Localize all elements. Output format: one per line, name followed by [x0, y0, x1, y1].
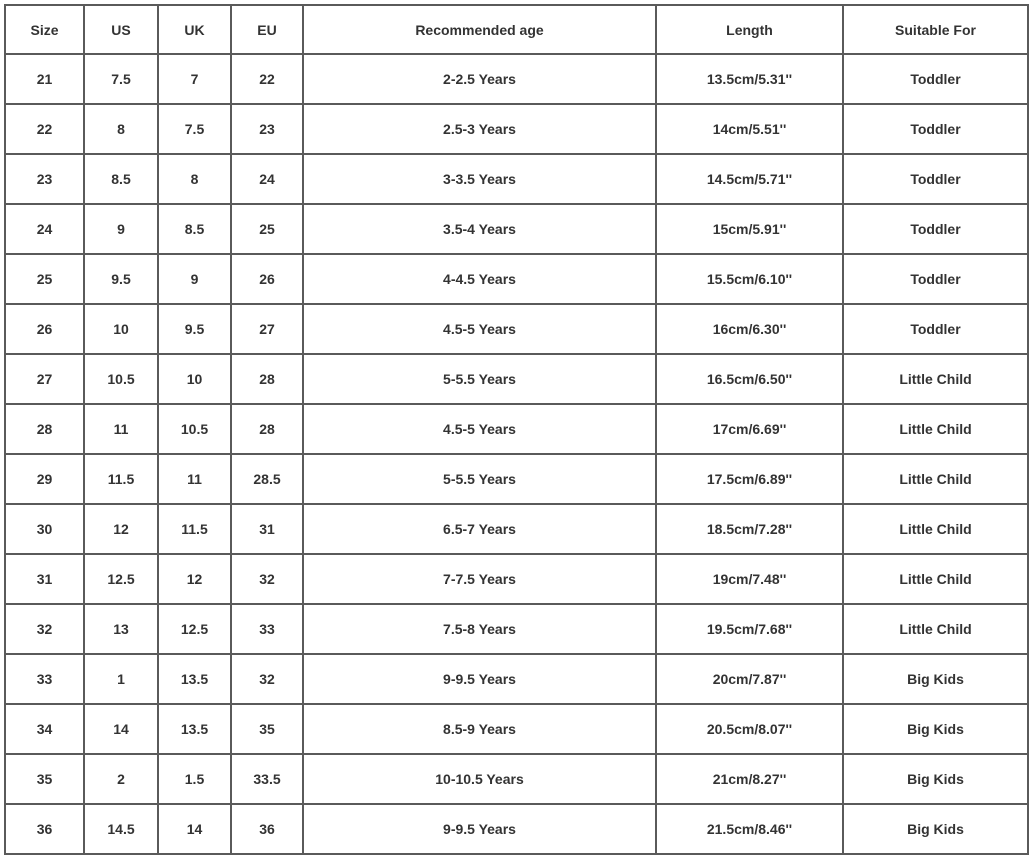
table-row	[5, 154, 1028, 204]
cell-length: 21.5cm/8.46''	[656, 804, 843, 854]
cell-us: 1	[84, 654, 158, 704]
cell-uk: 9	[158, 254, 231, 304]
cell-uk: 11.5	[158, 504, 231, 554]
header-recommended-age: Recommended age	[303, 5, 656, 54]
cell-eu: 33	[231, 604, 303, 654]
cell-us: 14.5	[84, 804, 158, 854]
cell-size: 32	[5, 604, 84, 654]
cell-eu: 28	[231, 354, 303, 404]
cell-uk: 7	[158, 54, 231, 104]
cell-recommended-age: 4.5-5 Years	[303, 304, 656, 354]
cell-us: 13	[84, 604, 158, 654]
table-row	[5, 54, 1028, 104]
cell-length: 17cm/6.69''	[656, 404, 843, 454]
cell-uk: 12	[158, 554, 231, 604]
header-us: US	[84, 5, 158, 54]
cell-recommended-age: 2.5-3 Years	[303, 104, 656, 154]
cell-recommended-age: 5-5.5 Years	[303, 454, 656, 504]
table-row	[5, 654, 1028, 704]
cell-uk: 12.5	[158, 604, 231, 654]
cell-uk: 1.5	[158, 754, 231, 804]
cell-eu: 31	[231, 504, 303, 554]
cell-eu: 28	[231, 404, 303, 454]
cell-length: 14cm/5.51''	[656, 104, 843, 154]
cell-length: 18.5cm/7.28''	[656, 504, 843, 554]
cell-us: 9.5	[84, 254, 158, 304]
cell-length: 16.5cm/6.50''	[656, 354, 843, 404]
table-row	[5, 754, 1028, 804]
cell-eu: 26	[231, 254, 303, 304]
table-row	[5, 454, 1028, 504]
cell-length: 17.5cm/6.89''	[656, 454, 843, 504]
cell-eu: 36	[231, 804, 303, 854]
cell-length: 20.5cm/8.07''	[656, 704, 843, 754]
cell-size: 22	[5, 104, 84, 154]
cell-size: 34	[5, 704, 84, 754]
cell-recommended-age: 2-2.5 Years	[303, 54, 656, 104]
cell-size: 30	[5, 504, 84, 554]
cell-recommended-age: 9-9.5 Years	[303, 654, 656, 704]
size-chart-body	[5, 54, 1028, 854]
size-chart-table	[4, 4, 1029, 855]
table-row	[5, 804, 1028, 854]
cell-suitable-for: Little Child	[843, 554, 1028, 604]
table-row	[5, 504, 1028, 554]
cell-uk: 14	[158, 804, 231, 854]
cell-suitable-for: Toddler	[843, 54, 1028, 104]
table-row	[5, 104, 1028, 154]
header-size: Size	[5, 5, 84, 54]
cell-size: 24	[5, 204, 84, 254]
cell-uk: 9.5	[158, 304, 231, 354]
cell-uk: 7.5	[158, 104, 231, 154]
cell-us: 8.5	[84, 154, 158, 204]
cell-size: 28	[5, 404, 84, 454]
cell-uk: 11	[158, 454, 231, 504]
cell-suitable-for: Little Child	[843, 604, 1028, 654]
cell-length: 16cm/6.30''	[656, 304, 843, 354]
cell-length: 14.5cm/5.71''	[656, 154, 843, 204]
cell-recommended-age: 4.5-5 Years	[303, 404, 656, 454]
cell-us: 14	[84, 704, 158, 754]
size-chart-header	[5, 5, 1028, 54]
cell-length: 19cm/7.48''	[656, 554, 843, 604]
table-row	[5, 204, 1028, 254]
cell-length: 19.5cm/7.68''	[656, 604, 843, 654]
cell-eu: 22	[231, 54, 303, 104]
cell-us: 11.5	[84, 454, 158, 504]
table-row	[5, 254, 1028, 304]
cell-suitable-for: Big Kids	[843, 804, 1028, 854]
cell-recommended-age: 4-4.5 Years	[303, 254, 656, 304]
cell-eu: 32	[231, 654, 303, 704]
cell-recommended-age: 7-7.5 Years	[303, 554, 656, 604]
cell-suitable-for: Little Child	[843, 354, 1028, 404]
cell-eu: 33.5	[231, 754, 303, 804]
cell-size: 23	[5, 154, 84, 204]
cell-size: 25	[5, 254, 84, 304]
cell-us: 11	[84, 404, 158, 454]
cell-us: 7.5	[84, 54, 158, 104]
cell-recommended-age: 6.5-7 Years	[303, 504, 656, 554]
cell-us: 12	[84, 504, 158, 554]
cell-suitable-for: Big Kids	[843, 754, 1028, 804]
cell-uk: 13.5	[158, 654, 231, 704]
cell-recommended-age: 3.5-4 Years	[303, 204, 656, 254]
cell-eu: 25	[231, 204, 303, 254]
cell-eu: 23	[231, 104, 303, 154]
cell-eu: 28.5	[231, 454, 303, 504]
cell-recommended-age: 7.5-8 Years	[303, 604, 656, 654]
table-row	[5, 354, 1028, 404]
cell-recommended-age: 5-5.5 Years	[303, 354, 656, 404]
cell-suitable-for: Little Child	[843, 454, 1028, 504]
cell-suitable-for: Big Kids	[843, 654, 1028, 704]
cell-eu: 32	[231, 554, 303, 604]
cell-uk: 10	[158, 354, 231, 404]
cell-us: 10.5	[84, 354, 158, 404]
cell-recommended-age: 10-10.5 Years	[303, 754, 656, 804]
cell-suitable-for: Toddler	[843, 154, 1028, 204]
cell-size: 31	[5, 554, 84, 604]
cell-suitable-for: Toddler	[843, 104, 1028, 154]
header-suitable-for: Suitable For	[843, 5, 1028, 54]
cell-suitable-for: Little Child	[843, 504, 1028, 554]
cell-length: 21cm/8.27''	[656, 754, 843, 804]
cell-recommended-age: 3-3.5 Years	[303, 154, 656, 204]
cell-length: 15.5cm/6.10''	[656, 254, 843, 304]
cell-length: 20cm/7.87''	[656, 654, 843, 704]
cell-us: 12.5	[84, 554, 158, 604]
cell-size: 35	[5, 754, 84, 804]
table-row	[5, 304, 1028, 354]
cell-length: 15cm/5.91''	[656, 204, 843, 254]
cell-suitable-for: Toddler	[843, 254, 1028, 304]
header-length: Length	[656, 5, 843, 54]
cell-size: 36	[5, 804, 84, 854]
cell-us: 2	[84, 754, 158, 804]
table-row	[5, 704, 1028, 754]
cell-us: 8	[84, 104, 158, 154]
header-row	[5, 5, 1028, 54]
header-uk: UK	[158, 5, 231, 54]
header-eu: EU	[231, 5, 303, 54]
cell-size: 27	[5, 354, 84, 404]
cell-size: 21	[5, 54, 84, 104]
cell-eu: 35	[231, 704, 303, 754]
cell-suitable-for: Little Child	[843, 404, 1028, 454]
cell-size: 33	[5, 654, 84, 704]
cell-uk: 8.5	[158, 204, 231, 254]
table-row	[5, 604, 1028, 654]
cell-size: 29	[5, 454, 84, 504]
cell-recommended-age: 9-9.5 Years	[303, 804, 656, 854]
cell-size: 26	[5, 304, 84, 354]
cell-recommended-age: 8.5-9 Years	[303, 704, 656, 754]
cell-uk: 13.5	[158, 704, 231, 754]
cell-suitable-for: Toddler	[843, 304, 1028, 354]
cell-uk: 8	[158, 154, 231, 204]
cell-suitable-for: Toddler	[843, 204, 1028, 254]
cell-suitable-for: Big Kids	[843, 704, 1028, 754]
cell-us: 10	[84, 304, 158, 354]
table-row	[5, 554, 1028, 604]
cell-uk: 10.5	[158, 404, 231, 454]
cell-length: 13.5cm/5.31''	[656, 54, 843, 104]
cell-us: 9	[84, 204, 158, 254]
cell-eu: 27	[231, 304, 303, 354]
cell-eu: 24	[231, 154, 303, 204]
table-row	[5, 404, 1028, 454]
